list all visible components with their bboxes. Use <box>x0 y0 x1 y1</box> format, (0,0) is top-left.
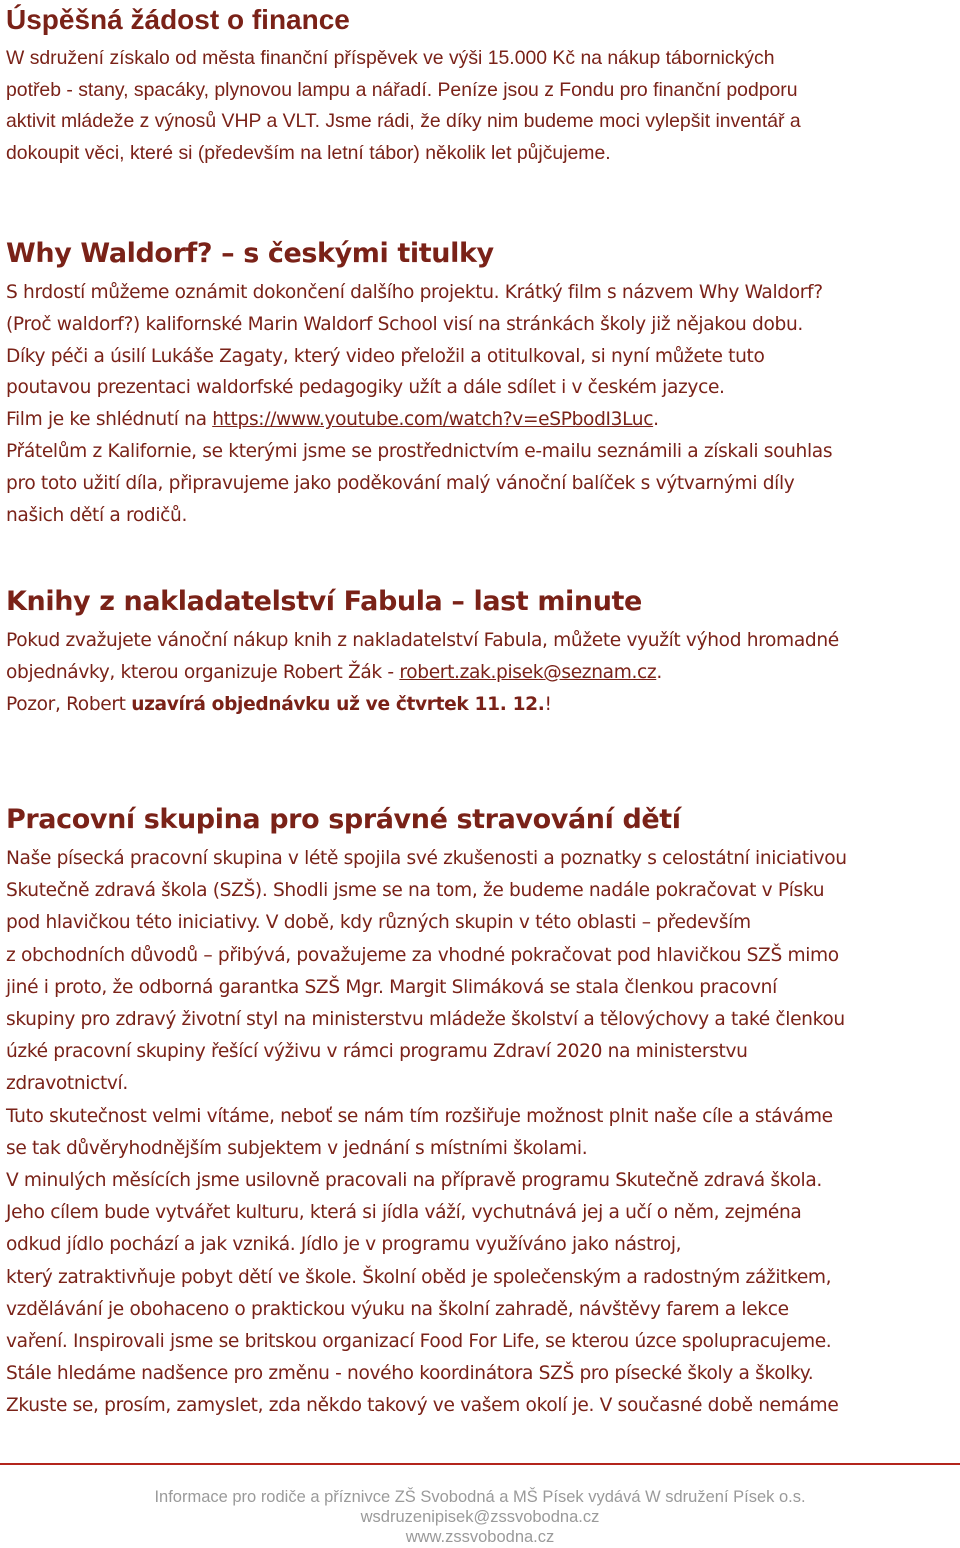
text-line: W sdružení získalo od města finanční příspěvek ve výši 15.000 Kč na nákup tábornických <box>6 47 775 69</box>
email-prefix: objednávky, kterou organizuje Robert Žák - <box>6 661 400 683</box>
article-title-finance: Úspěšná žádost o finance <box>6 4 350 35</box>
email-link[interactable]: robert.zak.pisek@seznam.cz <box>399 661 657 683</box>
text-line: Jeho cílem bude vytvářet kulturu, která si jídla váží, vychutnává jej a učí o něm, zejména <box>6 1202 802 1224</box>
text-line: aktivit mládeže z výnosů VHP a VLT. Jsme rádi, že díky nim budeme moci vylepšit inventář a <box>6 110 801 132</box>
film-prefix: Film je ke shlédnutí na <box>6 409 213 431</box>
article-body-waldorf <box>6 277 832 531</box>
text-line: z obchodních důvodů – přibývá, považujeme za vhodné pokračovat pod hlavičkou SZŠ mimo <box>6 944 839 966</box>
youtube-link[interactable]: https://www.youtube.com/watch?v=eSPbodI3Luc <box>212 409 654 431</box>
text-line: Pokud zvažujete vánoční nákup knih z nakladatelství Fabula, můžete využít výhod hromadné <box>6 630 839 651</box>
deadline-prefix: Pozor, Robert <box>6 693 132 715</box>
article-title-waldorf: Why Waldorf? – s českými titulky <box>6 238 494 269</box>
footer-publisher: Informace pro rodiče a příznivce ZŠ Svobodná a MŠ Písek vydává W sdružení Písek o.s. <box>154 1488 806 1506</box>
text-line: našich dětí a rodičů. <box>6 504 188 526</box>
text-line: odkud jídlo pochází a jak vzniká. Jídlo je v programu využíváno jako nástroj, <box>6 1234 682 1256</box>
text-line: dokoupit věci, které si (především na letní tábor) několik let půjčujeme. <box>6 141 611 164</box>
text-line: S hrdostí můžeme oznámit dokončení dalšího projektu. Krátký film s názvem Why Waldorf? <box>6 282 823 303</box>
article-title-fabula: Knihy z nakladatelství Fabula – last minute <box>6 586 642 617</box>
text-line: který zatraktivňuje pobyt dětí ve škole. Školní oběd je společenským a radostným zážitkem, <box>6 1266 832 1288</box>
text-line: úzké pracovní skupiny řešící výživu v rámci programu Zdraví 2020 na ministerstvu <box>6 1041 748 1063</box>
deadline-line <box>6 689 839 721</box>
footer-divider <box>0 1463 960 1465</box>
text-line: Stále hledáme nadšence pro změnu - nového koordinátora SZŠ pro písecké školy a školky. <box>6 1363 814 1385</box>
article-body-fabula <box>6 625 839 720</box>
deadline-bold: uzavírá objednávku už ve čtvrtek 11. 12. <box>131 693 545 715</box>
text-line: vaření. Inspirovali jsme se britskou organizací Food For Life, se kterou úzce spolupracujeme. <box>6 1331 832 1353</box>
footer-website[interactable]: www.zssvobodna.cz <box>405 1528 555 1546</box>
text-line: poutavou prezentaci waldorfské pedagogiky užít a dále sdílet i v českém jazyce. <box>6 377 725 399</box>
text-line: Zkuste se, prosím, zamyslet, zda někdo takový ve vašem okolí je. V současné době nemáme <box>6 1395 839 1417</box>
email-suffix: . <box>656 661 662 683</box>
film-suffix: . <box>653 409 659 431</box>
article-title-nutrition: Pracovní skupina pro správné stravování dětí <box>6 804 681 835</box>
text-line: vzdělávání je obohaceno o praktickou výuku na školní zahradě, návštěvy farem a lekce <box>6 1298 789 1320</box>
deadline-suffix: ! <box>544 693 552 715</box>
text-line: Tuto skutečnost velmi vítáme, neboť se nám tím rozšiřuje možnost plnit naše cíle a stáváme <box>6 1105 833 1127</box>
article-body-nutrition <box>6 843 847 1423</box>
text-line: Naše písecká pracovní skupina v létě spojila své zkušenosti a poznatky s celostátní iniciativou <box>6 848 847 869</box>
film-line <box>6 404 832 436</box>
text-line: Skutečně zdravá škola (SZŠ). Shodli jsme se na tom, že budeme nadále pokračovat v Písku <box>6 880 825 902</box>
text-line: Díky péči a úsilí Lukáše Zagaty, který video přeložil a otitulkoval, si nyní můžete tuto <box>6 345 765 367</box>
text-line: (Proč waldorf?) kalifornské Marin Waldorf School visí na stránkách školy již nějakou dobu. <box>6 313 803 335</box>
text-line: se tak důvěryhodnějším subjektem v jednání s místními školami. <box>6 1137 588 1159</box>
text-line: potřeb - stany, spacáky, plynovou lampu a nářadí. Peníze jsou z Fondu pro finanční podporu <box>6 78 798 101</box>
text-line: pod hlavičkou této iniciativy. V době, kdy různých skupin v této oblasti – především <box>6 912 751 934</box>
email-line <box>6 657 839 689</box>
text-line: jiné i proto, že odborná garantka SZŠ Mgr. Margit Slimáková se stala členkou pracovní <box>6 976 777 998</box>
footer-email[interactable]: wsdruzenipisek@zssvobodna.cz <box>360 1508 600 1526</box>
article-body-finance <box>6 43 801 169</box>
text-line: Přátelům z Kalifornie, se kterými jsme se prostřednictvím e-mailu seznámili a získali souhlas <box>6 440 833 462</box>
text-line: pro toto užití díla, připravujeme jako poděkování malý vánoční balíček s výtvarnými díly <box>6 472 795 494</box>
text-line: V minulých měsících jsme usilovně pracovali na přípravě programu Skutečně zdravá škola. <box>6 1170 822 1192</box>
text-line: skupiny pro zdravý životní styl na ministerstvu mládeže školství a tělovýchovy a také členkou <box>6 1009 845 1031</box>
text-line: zdravotnictví. <box>6 1073 128 1095</box>
